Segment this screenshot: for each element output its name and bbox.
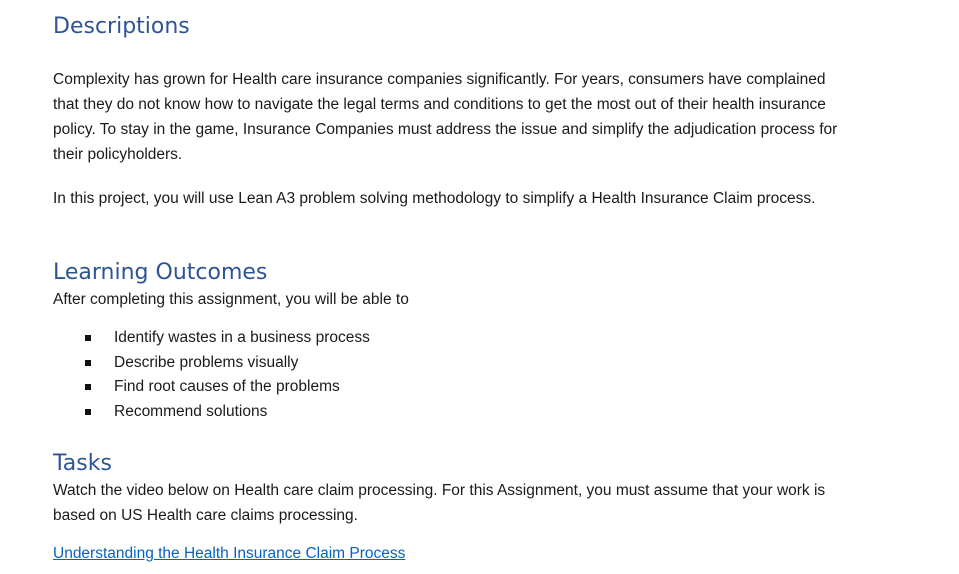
- learning-outcomes-intro: After completing this assignment, you will be able to: [53, 291, 409, 308]
- claim-process-video-link[interactable]: Understanding the Health Insurance Claim Process: [53, 545, 406, 562]
- descriptions-paragraph-2: In this project, you will use Lean A3 problem solving methodology to simplify a Health Insurance Claim process.: [53, 190, 816, 207]
- list-item-text: Identify wastes in a business process: [114, 329, 370, 346]
- descriptions-paragraph-1: Complexity has grown for Health care insurance companies significantly. For years, consumers have complained that they do not know how to navigate the legal terms and conditions to get the most out of their health insurance policy. To stay in the game, Insurance Companies must address the issue and simplify the adjudication process for their policyholders.: [53, 71, 838, 163]
- tasks-paragraph: Watch the video below on Health care claim processing. For this Assignment, you must assume that your work is based on US Health care claims processing.: [53, 482, 826, 524]
- learning-outcomes-list: [53, 326, 933, 424]
- bullet-icon: [85, 384, 91, 390]
- descriptions-heading: Descriptions: [53, 14, 190, 39]
- list-item: [53, 351, 933, 376]
- tasks-section: [53, 450, 933, 566]
- list-item-text: Describe problems visually: [114, 353, 299, 371]
- learning-outcomes-section: [53, 259, 933, 424]
- bullet-icon: [85, 409, 91, 415]
- list-item-text: Recommend solutions: [114, 402, 268, 420]
- learning-outcomes-heading: Learning Outcomes: [53, 260, 268, 285]
- list-item: [53, 326, 933, 351]
- tasks-heading: Tasks: [53, 451, 112, 476]
- list-item-text: Find root causes of the problems: [114, 378, 340, 395]
- bullet-icon: [85, 360, 91, 366]
- list-item: [53, 375, 933, 400]
- list-item: [53, 400, 933, 425]
- bullet-icon: [85, 335, 91, 341]
- descriptions-section: [53, 13, 933, 211]
